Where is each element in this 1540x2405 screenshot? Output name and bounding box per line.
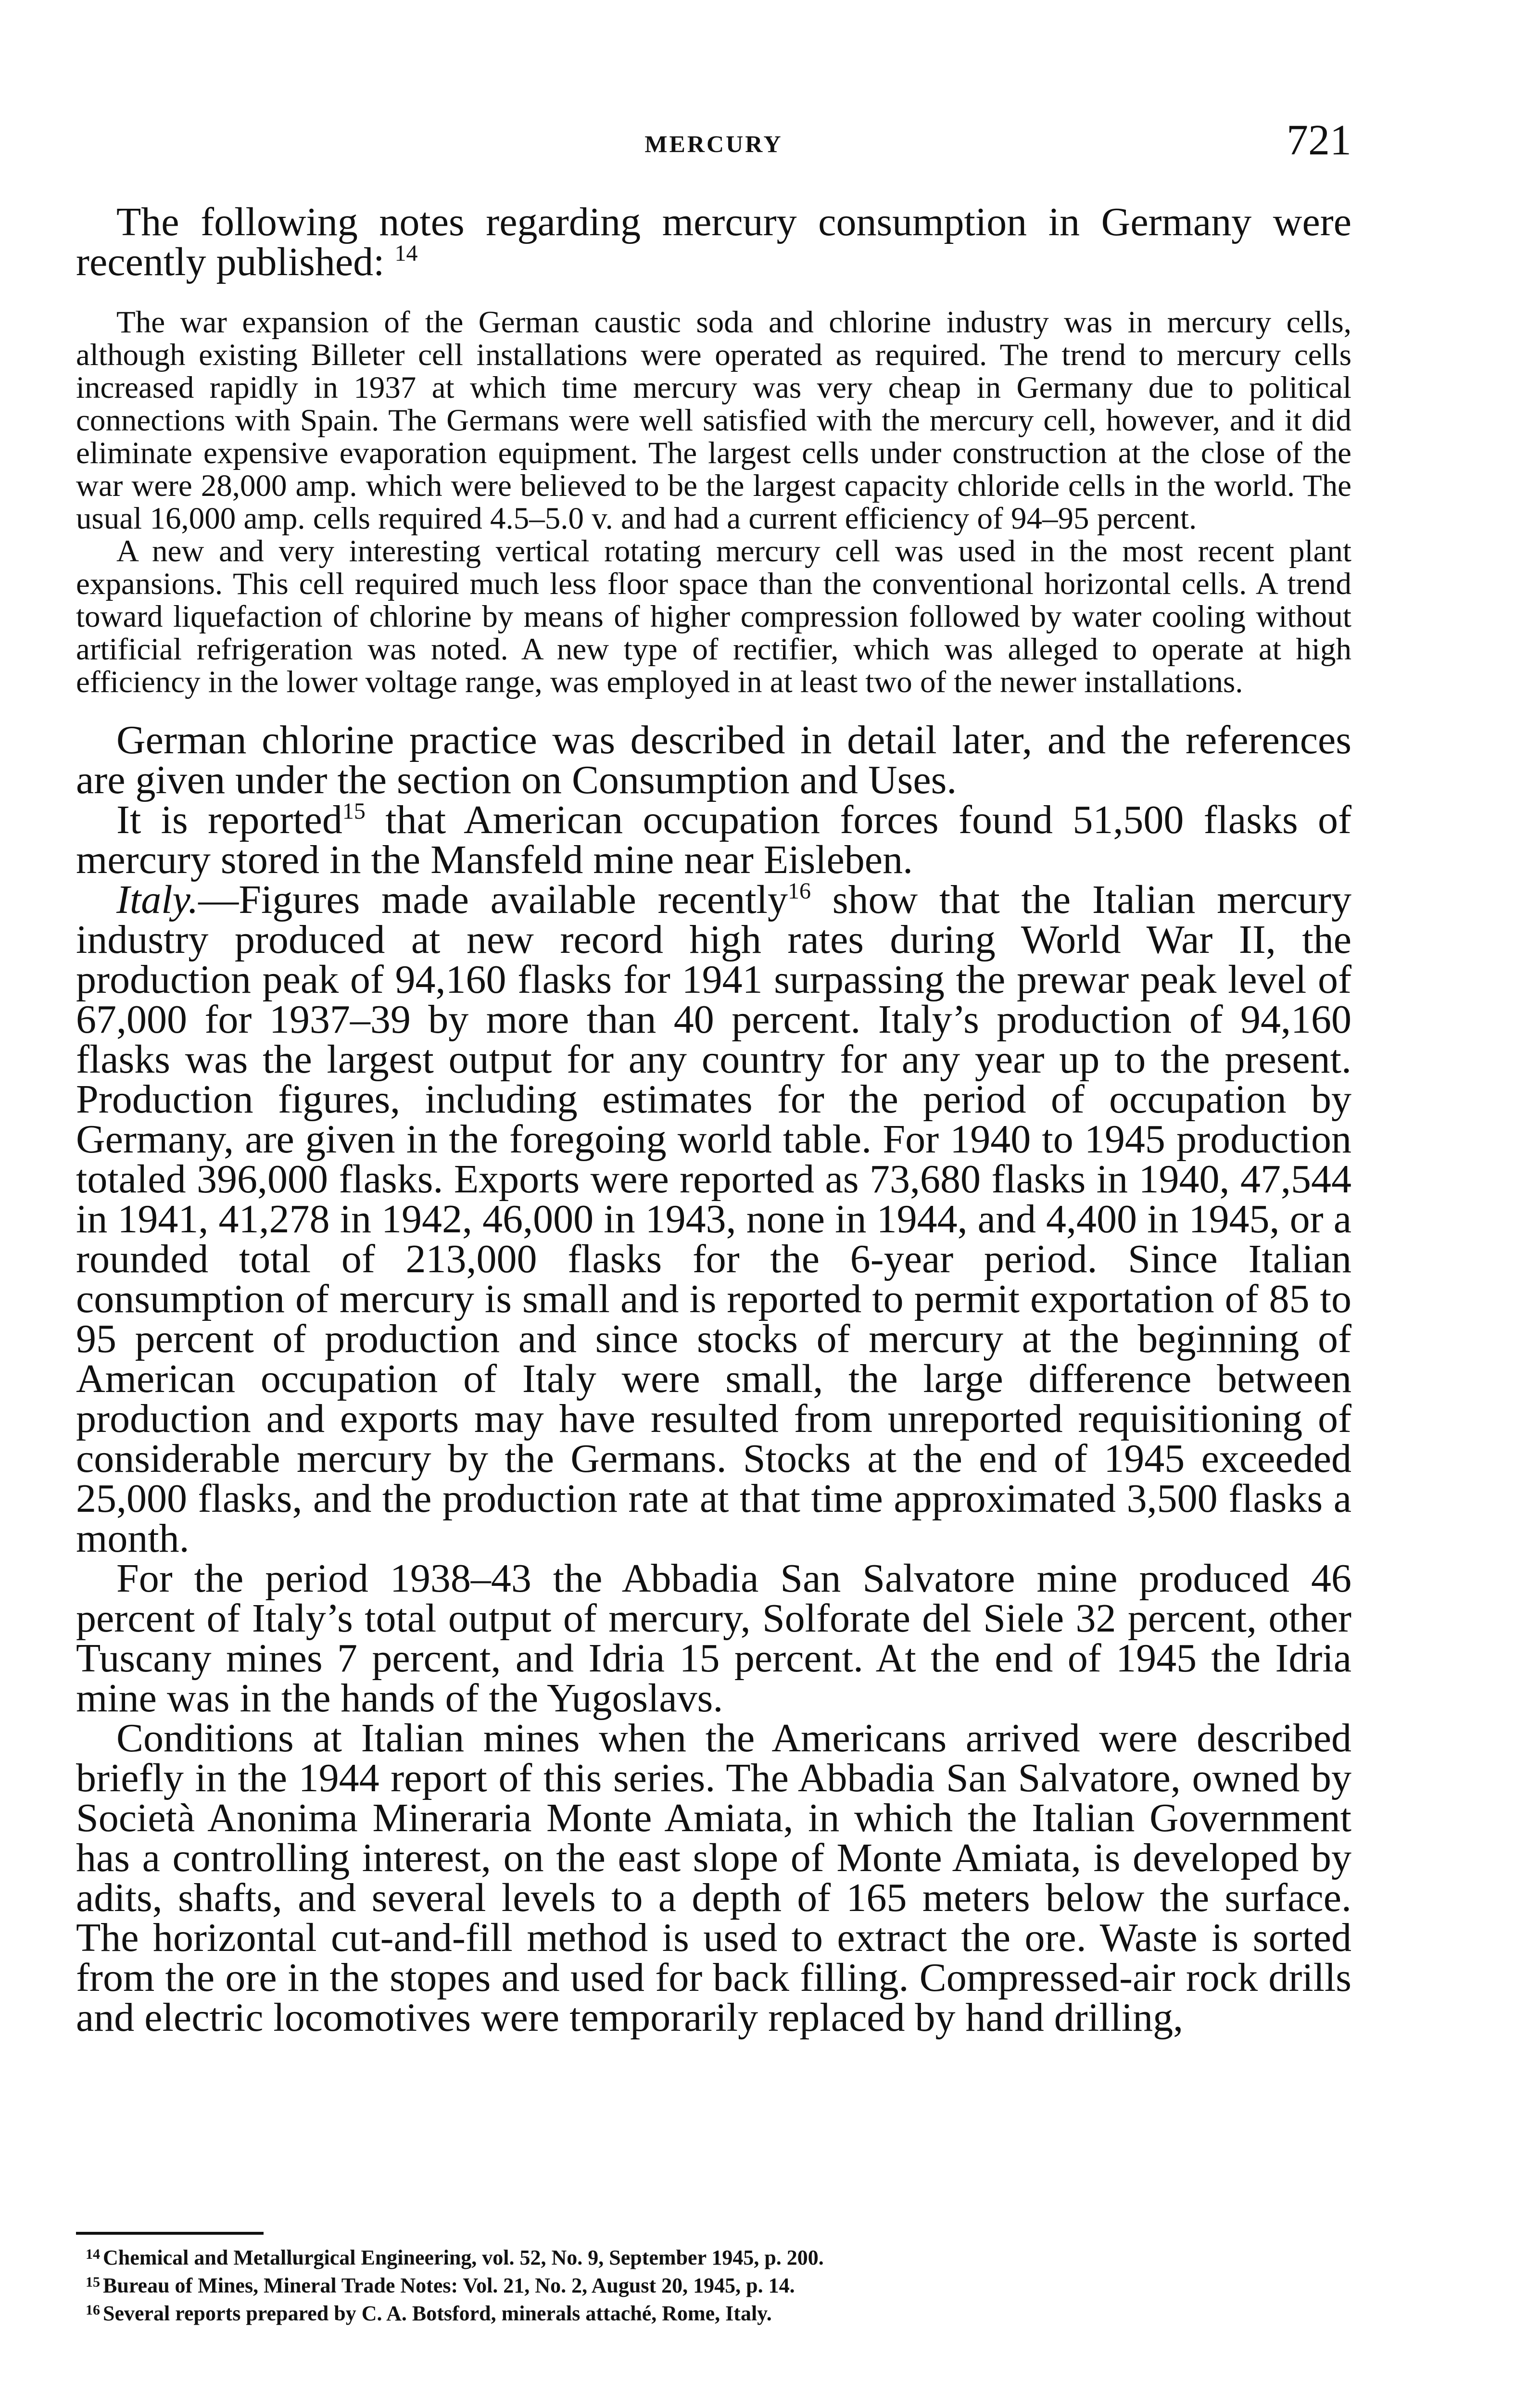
footnote-mark: 15 xyxy=(86,2274,100,2290)
paragraph-conditions: Conditions at Italian mines when the Americans arrived were described briefly in the 1944 report of this series. The Abbadia San Salvatore, owned by Società Anonima Mineraria Monte Amiata, in which the Italian Government has a controlling interest, on the east slope of Monte Amiata, is developed by adits, shafts, and several levels to a depth of 165 meters below the surface. The horizontal cut-and-fill method is used to extract the ore. Waste is sorted from the ore in the stopes and used for back filling. Compressed-air rock drills and electric locomotives were temporarily replaced by hand drilling, xyxy=(76,1716,1351,2040)
footnote-15 xyxy=(76,2272,1351,2300)
footnote-text: Several reports prepared by C. A. Botsford, minerals attaché, Rome, Italy. xyxy=(103,2302,772,2325)
footnote-text: Bureau of Mines, Mineral Trade Notes: Vol. 21, No. 2, August 20, 1945, p. 14. xyxy=(103,2274,795,2297)
quote-paragraph-2: A new and very interesting vertical rotating mercury cell was used in the most recent plant expansions. This cell required much less floor space than the conventional horizontal cells. A trend toward liquefaction of chlorine by means of higher compression followed by water cooling without artificial refrigeration was noted. A new type of rectifier, which was alleged to operate at high efficiency in the lower voltage range, was employed in at least two of the newer installations. xyxy=(76,534,1351,699)
footnote-14 xyxy=(76,2244,1351,2272)
page-header xyxy=(76,115,1351,178)
paragraph-chlorine: German chlorine practice was described in detail later, and the references are given under the section on Consumption and Uses. xyxy=(76,718,1351,802)
reported-text-b: that American occupation forces found 51,500 flasks of mercury stored in the Mansfeld mine near Eisleben. xyxy=(76,797,1351,882)
italy-text-b: show that the Italian mercury industry produced at new record high rates during World War II, the production peak of 94,160 flasks for 1941 surpassing the prewar peak level of 67,000 for 1937–39 by more than 40 percent. Italy’s production of 94,160 flasks was the largest output for any country for any year up to the present. Production figures, including estimates for the period of occupation by Germany, are given in the foregoing world table. For 1940 to 1945 production totaled 396,000 flasks. Exports were reported as 73,680 flasks in 1940, 47,544 in 1941, 41,278 in 1942, 46,000 in 1943, none in 1944, and 4,400 in 1945, or a rounded total of 213,000 flasks for the 6-year period. Since Italian consumption of mercury is small and is reported to permit exportation of 85 to 95 percent of production and since stocks of mercury at the beginning of American occupation of Italy were small, the large difference between production and exports may have resulted from unreported requisitioning of considerable mercury by the Germans. Stocks at the end of 1945 exceeded 25,000 flasks, and the production rate at that time approximated 3,500 flasks a month. xyxy=(76,877,1351,1561)
footnote-16 xyxy=(76,2300,1351,2328)
intro-text: The following notes regarding mercury consumption in Germany were recently published: xyxy=(76,200,1351,284)
intro-paragraph xyxy=(76,202,1351,282)
body-text xyxy=(76,202,1351,2038)
footnote-ref-16: 16 xyxy=(788,878,811,904)
page-number: 721 xyxy=(1287,116,1351,164)
main-text xyxy=(76,720,1351,2038)
footnote-text: Chemical and Metallurgical Engineering, vol. 52, No. 9, September 1945, p. 200. xyxy=(103,2246,824,2269)
paragraph-period: For the period 1938–43 the Abbadia San Salvatore mine produced 46 percent of Italy’s total output of mercury, Solforate del Siele 32 percent, other Tuscany mines 7 percent, and Idria 15 percent. At the end of 1945 the Idria mine was in the hands of the Yugoslavs. xyxy=(76,1556,1351,1721)
reported-text-a: It is reported xyxy=(116,797,342,842)
footnote-divider xyxy=(76,2232,264,2235)
italy-text-a: —Figures made available recently xyxy=(198,877,788,922)
running-title: MERCURY xyxy=(644,130,783,157)
block-quote xyxy=(76,306,1351,698)
quote-paragraph-1: The war expansion of the German caustic soda and chlorine industry was in mercury cells, although existing Billeter cell installations were operated as required. The trend to mercury cells increased rapidly in 1937 at which time mercury was very cheap in Germany due to political connections with Spain. The Germans were well satisfied with the mercury cell, however, and it did eliminate expensive evaporation equipment. The largest cells under construction at the close of the war were 28,000 amp. which were believed to be the largest capacity chloride cells in the world. The usual 16,000 amp. cells required 4.5–5.0 v. and had a current efficiency of 94–95 percent. xyxy=(76,305,1351,536)
footnote-ref-15: 15 xyxy=(342,798,366,824)
footnote-ref-14: 14 xyxy=(394,240,418,266)
italy-heading: Italy. xyxy=(116,877,199,922)
footnotes xyxy=(76,2244,1351,2328)
paragraph-italy xyxy=(76,877,1351,1561)
footnote-mark: 14 xyxy=(86,2246,100,2262)
footnote-mark: 16 xyxy=(86,2302,100,2318)
paragraph-reported xyxy=(76,797,1351,882)
